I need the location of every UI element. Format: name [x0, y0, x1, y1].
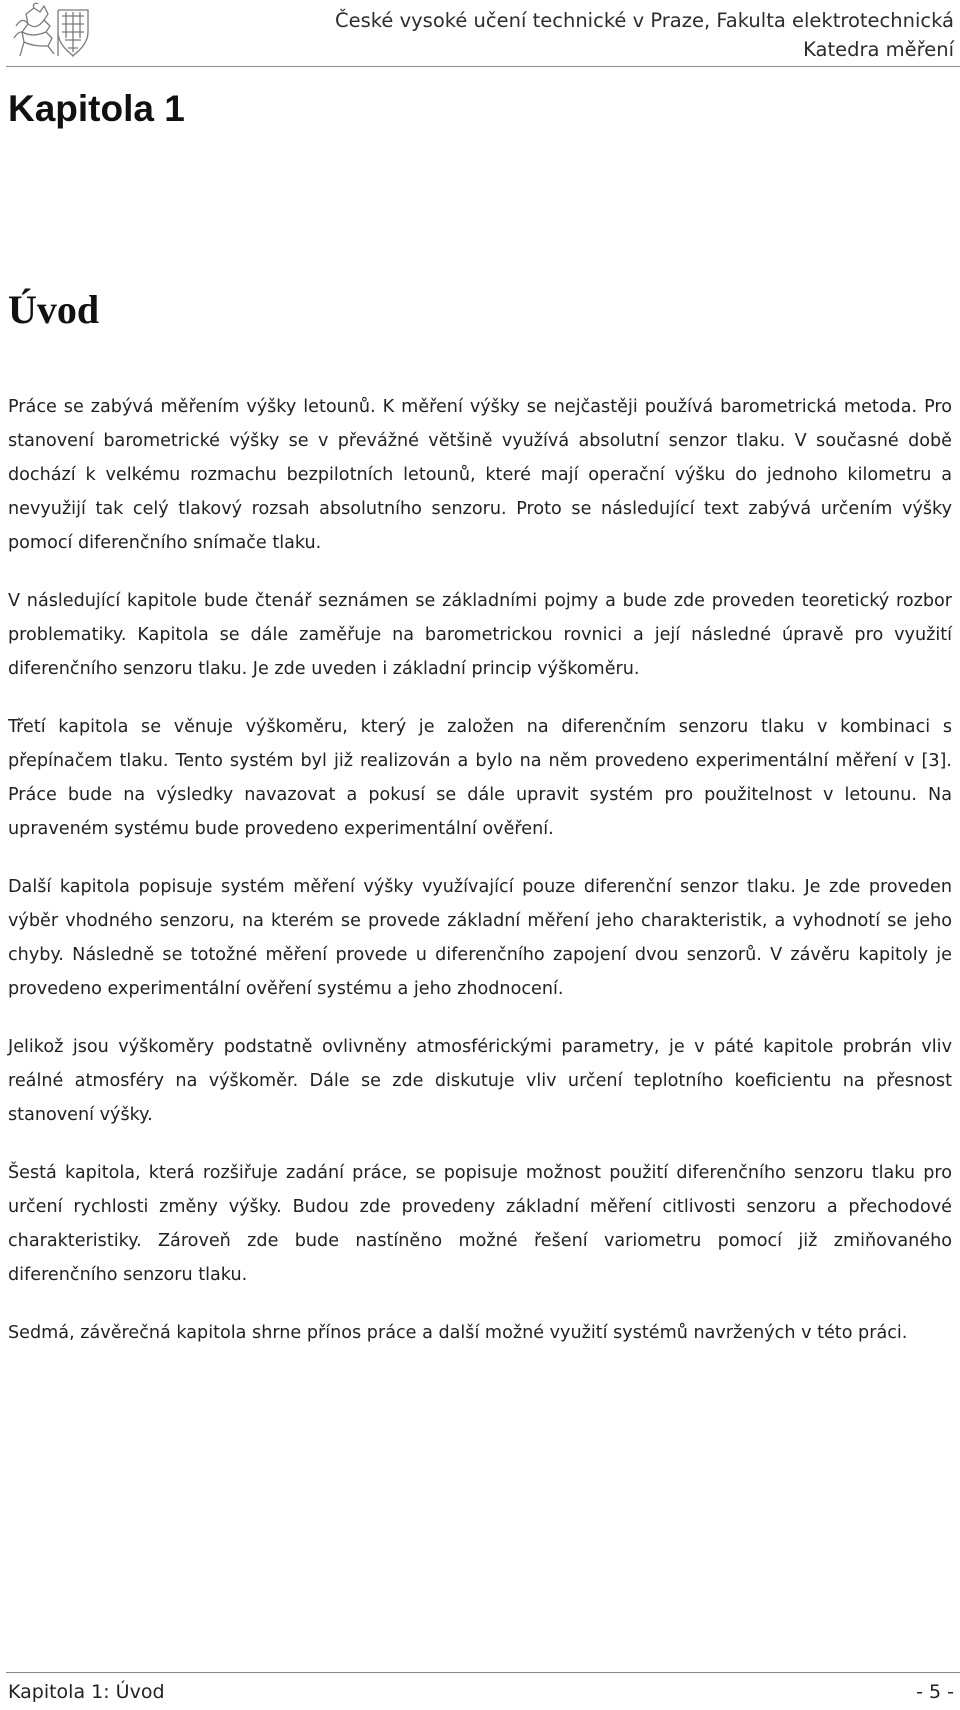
university-name: České vysoké učení technické v Praze, Fakulta elektrotechnická: [335, 9, 954, 32]
page-header: [6, 0, 960, 67]
body-text: [8, 390, 952, 1374]
department-name: Katedra měření: [803, 38, 954, 61]
paragraph: Jelikož jsou výškoměry podstatně ovlivněny atmosférickými parametry, je v páté kapitole probrán vliv reálné atmosféry na výškoměr. Dále se zde diskutuje vliv určení teplotního koeficientu na přesnost stanovení výšky.: [8, 1037, 952, 1125]
cvut-lion-logo-icon: [10, 2, 94, 60]
page-number: - 5 -: [916, 1681, 954, 1703]
paragraph: Další kapitola popisuje systém měření výšky využívající pouze diferenční senzor tlaku. Je zde proveden výběr vhodného senzoru, na kterém se provede základní měření jeho charakteristik, a vyhodnotí se jeho chyby. Následně se totožné měření provede u diferenčního zapojení dvou senzorů. V závěru kapitoly je provedeno experimentální ověření systému a jeho zhodnocení.: [8, 877, 952, 999]
section-title: Úvod: [8, 287, 100, 332]
paragraph: Sedmá, závěrečná kapitola shrne přínos práce a další možné využití systémů navržených v této práci.: [8, 1323, 908, 1343]
paragraph: Třetí kapitola se věnuje výškoměru, který je založen na diferenčním senzoru tlaku v kombinaci s přepínačem tlaku. Tento systém byl již realizován a bylo na něm provedeno experimentální měření v [3]. Práce bude na výsledky navazovat a pokusí se dále upravit systém pro použitelnost v letounu. Na upraveném systému bude provedeno experimentální ověření.: [8, 717, 952, 839]
footer-chapter: Kapitola 1: Úvod: [8, 1681, 165, 1703]
chapter-label: Kapitola 1: [8, 88, 185, 129]
paragraph: Šestá kapitola, která rozšiřuje zadání práce, se popisuje možnost použití diferenčního senzoru tlaku pro určení rychlosti změny výšky. Budou zde provedeny základní měření citlivosti senzoru a přechodové charakteristiky. Zároveň zde bude nastíněno možné řešení variometru pomocí již zmiňovaného diferenčního senzoru tlaku.: [8, 1163, 952, 1285]
paragraph: Práce se zabývá měřením výšky letounů. K měření výšky se nejčastěji používá barometrická metoda. Pro stanovení barometrické výšky se v převážné většině využívá absolutní senzor tlaku. V současné době dochází k velkému rozmachu bezpilotních letounů, které mají operační výšku do jednoho kilometru a nevyužijí tak celý tlakový rozsah absolutního senzoru. Proto se následující text zabývá určením výšky pomocí diferenčního snímače tlaku.: [8, 397, 952, 553]
page-footer: [6, 1672, 960, 1709]
paragraph: V následující kapitole bude čtenář seznámen se základními pojmy a bude zde proveden teoretický rozbor problematiky. Kapitola se dále zaměřuje na barometrickou rovnici a její následné úpravě pro využití diferenčního senzoru tlaku. Je zde uveden i základní princip výškoměru.: [8, 591, 952, 679]
header-text: [335, 6, 954, 64]
